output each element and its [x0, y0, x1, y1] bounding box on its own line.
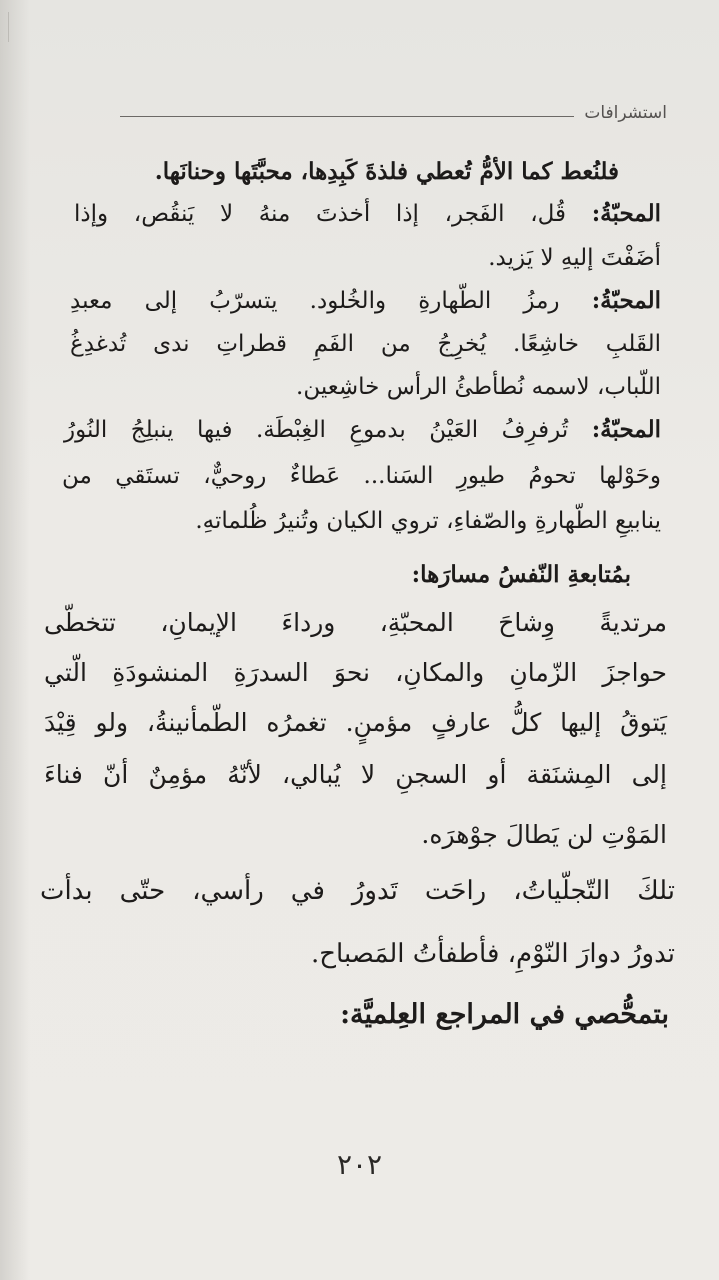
paragraph-text: قُل، الفَجر، إذا أخذتَ منهُ لا يَنقُص، وإذا	[74, 201, 567, 227]
paragraph-text: اللّباب، لاسمه نُطأطئُ الرأس خاشِعين.	[296, 374, 661, 400]
paragraph-text: فلنُعط كما الأمُّ تُعطي فلذةَ كَبِدِها، محبَّتَها وحنانَها.	[154, 158, 619, 185]
paragraph-text: القَلبِ خاشِعًا. يُخرِجُ من الفَمِ قطراتِ ندى تُدغدِغُ	[70, 331, 661, 357]
paragraph-text: ينابيعِ الطّهارةِ والصّفاءِ، تروي الكيان وتُنيرُ ظُلماتهِ.	[195, 508, 661, 534]
paragraph-text: يَتوقُ إليها كلُّ عارفٍ مؤمنٍ. تغمرُه الطّمأنينةُ، ولو قِيْدَ	[44, 708, 667, 737]
paragraph-2-line-2	[440, 247, 661, 270]
heading-text: بتمحُّصي في المراجع العِلميَّة:	[340, 999, 669, 1030]
running-header	[120, 98, 667, 128]
section-heading-1	[370, 563, 631, 586]
term-label: المحبّةُ:	[591, 287, 661, 314]
paragraph-5-line-2	[44, 660, 667, 685]
term-label: المحبّةُ:	[591, 200, 661, 227]
running-header-title: استشرافات	[584, 103, 667, 123]
paragraph-text: المَوْتِ لن يَطالَ جوْهرَه.	[421, 820, 667, 849]
paragraph-1-line-1	[118, 160, 619, 183]
paragraph-3-line-2	[70, 333, 661, 356]
paragraph-6-line-1	[40, 878, 675, 904]
paragraph-text: إلى المِشنَقة أو السجنِ لا يُبالي، لأنّهُ مؤمِنٌ أنّ فناءَ	[44, 760, 667, 789]
page-number: ٢٠٢	[336, 1148, 383, 1181]
paragraph-2-line-1	[74, 202, 661, 226]
paragraph-5-line-4	[44, 762, 667, 787]
paragraph-4-line-3	[100, 510, 661, 533]
paragraph-text: وحَوْلها تحومُ طيورِ السَنا... عَطاءٌ روحيٌّ، تستَقي من	[62, 463, 661, 489]
page-edge-mark	[8, 12, 9, 42]
page-gutter-shadow	[0, 0, 30, 1280]
paragraph-3-line-3	[255, 376, 661, 399]
section-heading-2	[250, 1001, 669, 1028]
running-header-rule	[120, 116, 574, 117]
paragraph-text: تلكَ التّجلّياتُ، راحَت تَدورُ في رأسي، حتّى بدأت	[40, 876, 675, 906]
heading-text: بمُتابعةِ النّفسُ مسارَها:	[411, 561, 631, 588]
paragraph-4-line-2	[62, 465, 661, 488]
paragraph-text: أضَفْتَ إليهِ لا يَزيد.	[488, 245, 661, 271]
paragraph-4-line-1	[64, 418, 661, 442]
paragraph-text: تُرفرِفُ العَيْنُ بدموعِ الغِبْطَة. فيها ينبلِجُ النُورُ	[64, 417, 569, 443]
paragraph-text: تدورُ دوارَ النّوْمِ، فأطفأتُ المَصباح.	[310, 939, 675, 969]
paragraph-text: مرتديةً وِشاحَ المحبّةِ، ورداءَ الإيمانِ، تتخطّى	[44, 608, 667, 637]
paragraph-5-line-5	[330, 822, 667, 847]
paragraph-3-line-1	[70, 289, 661, 313]
paragraph-5-line-3	[44, 710, 667, 735]
paragraph-text: حواجزَ الزّمانِ والمكانِ، نحوَ السدرَةِ المنشودَةِ الّتي	[44, 658, 667, 687]
paragraph-5-line-1	[44, 610, 667, 635]
term-label: المحبّةُ:	[591, 416, 661, 443]
paragraph-text: رمزُ الطّهارةِ والخُلود. يتسرّبُ إلى معبدِ	[70, 288, 560, 314]
paragraph-6-line-2	[214, 941, 675, 967]
